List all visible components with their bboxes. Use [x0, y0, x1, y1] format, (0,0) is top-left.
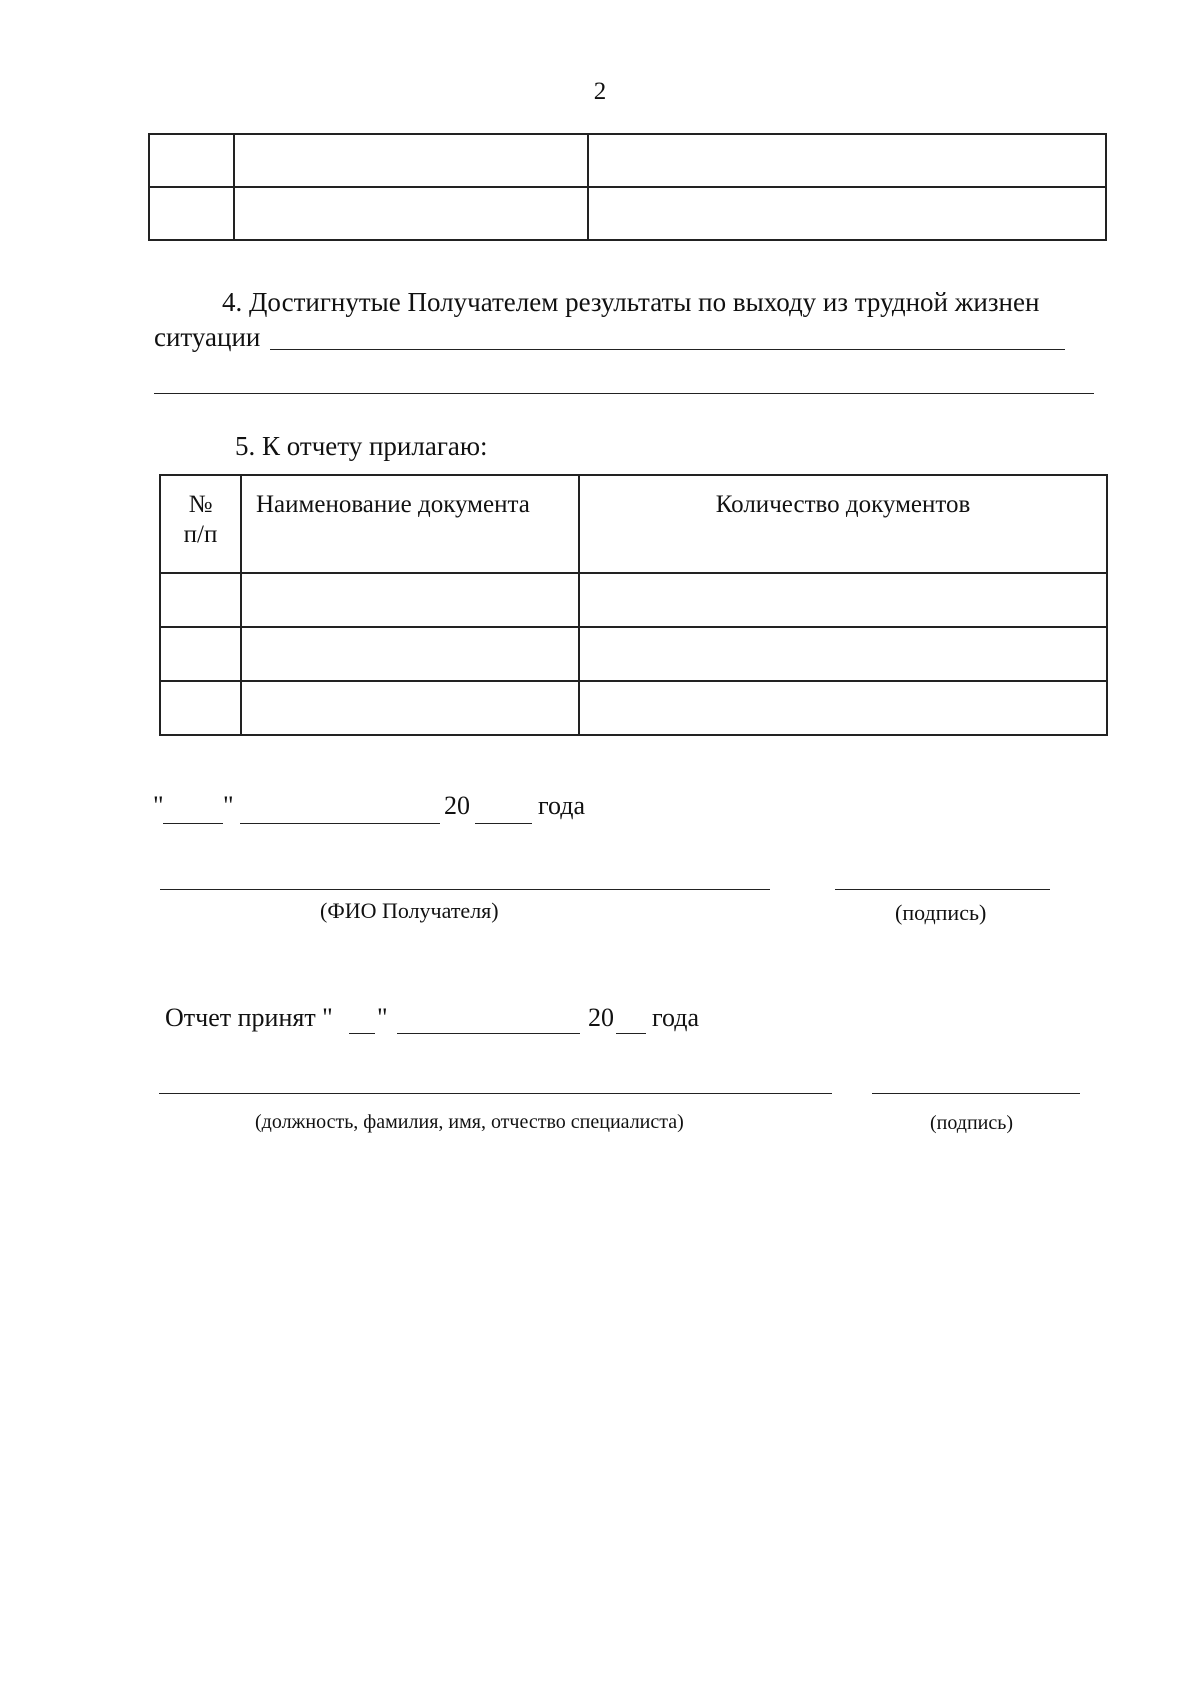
- table-cell: [149, 187, 234, 240]
- specialist-line: [159, 1093, 832, 1094]
- header-number-line2: п/п: [183, 521, 218, 548]
- table-cell: [579, 573, 1107, 627]
- recipient-signature-line: [835, 889, 1050, 890]
- section4-fill-line-1: [270, 349, 1065, 350]
- table-cell: [579, 681, 1107, 735]
- year-prefix: 20: [444, 791, 470, 820]
- continued-table: [148, 133, 1107, 241]
- table-row: [149, 187, 1106, 240]
- table-cell: [579, 627, 1107, 681]
- specialist-signature-caption: (подпись): [930, 1112, 1014, 1134]
- header-number-line1: №: [188, 491, 213, 518]
- page-number: 2: [593, 78, 607, 105]
- section5-title: 5. К отчету прилагаю:: [235, 431, 488, 461]
- table-cell: [241, 573, 579, 627]
- section4-label: ситуации: [154, 322, 261, 352]
- day-line: [163, 823, 223, 824]
- accepted-label: Отчет принят ": [165, 1003, 333, 1032]
- date-open-quote: ": [153, 791, 164, 820]
- recipient-signature-caption: (подпись): [895, 900, 987, 925]
- header-document-name: Наименование документа: [241, 475, 579, 573]
- table-cell: [234, 134, 588, 187]
- table-cell: [160, 627, 241, 681]
- year-suffix: года: [538, 791, 586, 820]
- table-row: [149, 134, 1106, 187]
- table-cell: [588, 134, 1106, 187]
- table-cell: [241, 681, 579, 735]
- table-row: [160, 573, 1107, 627]
- accepted-month-line: [397, 1033, 580, 1034]
- accepted-year-line: [616, 1033, 646, 1034]
- date-close-quote: ": [223, 791, 234, 820]
- specialist-caption: (должность, фамилия, имя, отчество специалиста): [255, 1111, 684, 1133]
- accepted-close-quote: ": [377, 1003, 388, 1032]
- table-row: [160, 627, 1107, 681]
- accepted-day-line: [349, 1033, 375, 1034]
- accepted-year-suffix: года: [652, 1003, 700, 1032]
- section4-title: 4. Достигнутые Получателем результаты по выходу из трудной жизнен: [222, 287, 1040, 317]
- specialist-signature-line: [872, 1093, 1080, 1094]
- month-line: [240, 823, 440, 824]
- recipient-name-caption: (ФИО Получателя): [320, 898, 499, 923]
- header-number: [160, 475, 241, 573]
- section4-fill-line-2: [154, 393, 1094, 394]
- table-cell: [160, 681, 241, 735]
- year-line: [475, 823, 532, 824]
- table-cell: [234, 187, 588, 240]
- table-cell: [241, 627, 579, 681]
- accepted-year-prefix: 20: [588, 1003, 614, 1032]
- table-cell: [149, 134, 234, 187]
- table-cell: [588, 187, 1106, 240]
- table-row: [160, 681, 1107, 735]
- table-header-row: [160, 475, 1107, 573]
- recipient-name-line: [160, 889, 770, 890]
- attachments-table: [159, 474, 1108, 736]
- header-document-count: Количество документов: [579, 475, 1107, 573]
- table-cell: [160, 573, 241, 627]
